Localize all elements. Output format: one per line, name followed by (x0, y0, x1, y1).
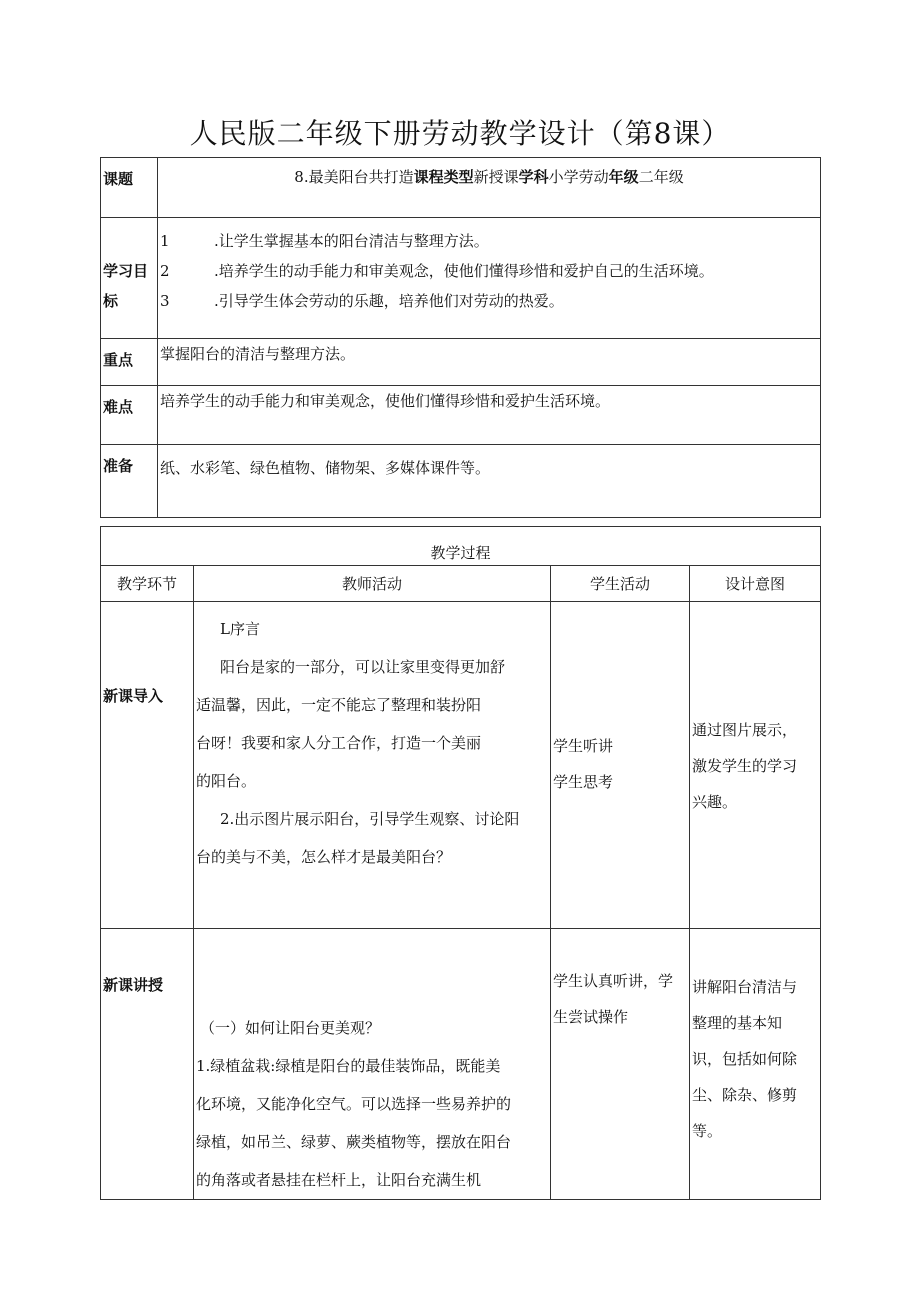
design-intent-intro: 通过图片展示， 激发学生的学习 兴趣。 (690, 602, 821, 929)
process-column-headers (101, 566, 821, 602)
process-heading: 教学过程 (101, 527, 821, 566)
grade-label: 年级 (608, 168, 639, 186)
process-row-teaching (101, 929, 821, 1200)
lesson-info-table (100, 157, 821, 518)
teaching-process-table (100, 526, 821, 1200)
subject-value: 小学劳动 (548, 168, 609, 186)
goals-cell (158, 218, 821, 339)
goals-row (101, 218, 821, 339)
goal-item: 3 .引导学生体会劳动的乐趣，培养他们对劳动的热爱。 (160, 292, 564, 310)
stage-intro: 新课导入 (101, 602, 194, 929)
column-header-intent: 设计意图 (690, 566, 821, 602)
difficulty-label: 难点 (101, 386, 158, 445)
topic-value: 8.最美阳台共打造 (294, 168, 414, 186)
goal-item: 1 .让学生掌握基本的阳台清洁与整理方法。 (160, 232, 489, 250)
teacher-activity-teaching: （一）如何让阳台更美观？ 1.绿植盆栽:绿植是阳台的最佳装饰品，既能美 化环境，又能净化空气。可以选择一些易养护的 绿植，如吊兰、绿萝、蕨类植物等，摆放在阳台 的角落或者悬挂在栏杆上，让阳台充满生机 (194, 929, 551, 1200)
topic-label: 课题 (101, 158, 158, 218)
goal-item: 2 .培养学生的动手能力和审美观念，使他们懂得珍惜和爱护自己的生活环境。 (160, 262, 714, 280)
type-value: 新授课 (473, 168, 519, 186)
preparation-label: 准备 (101, 445, 158, 518)
student-activity-intro: 学生听讲 学生思考 (551, 602, 690, 929)
topic-row (101, 158, 821, 218)
key-point-value: 掌握阳台的清洁与整理方法。 (158, 339, 821, 386)
key-point-label: 重点 (101, 339, 158, 386)
stage-teaching: 新课讲授 (101, 929, 194, 1200)
preparation-value: 纸、水彩笔、绿色植物、储物架、多媒体课件等。 (158, 445, 821, 518)
grade-value: 二年级 (638, 168, 684, 186)
type-label: 课程类型 (413, 168, 474, 186)
goals-label: 学习目标 (101, 218, 158, 339)
difficulty-value: 培养学生的动手能力和审美观念，使他们懂得珍惜和爱护生活环境。 (158, 386, 821, 445)
difficulty-row (101, 386, 821, 445)
design-intent-teaching: 讲解阳台清洁与 整理的基本知 识，包括如何除 尘、除杂、修剪 等。 (690, 929, 821, 1200)
teacher-activity-intro: L序言 阳台是家的一部分，可以让家里变得更加舒 适温馨，因此，一定不能忘了整理和装扮阳 台呀！我要和家人分工合作，打造一个美丽 的阳台。 2.出示图片展示阳台，引导学生观察、讨论阳 台的美与不美，怎么样才是最美阳台？ (194, 602, 551, 929)
column-header-student: 学生活动 (551, 566, 690, 602)
process-row-intro (101, 602, 821, 929)
document-title: 人民版二年级下册劳动教学设计（第8课） (189, 117, 731, 150)
column-header-stage: 教学环节 (101, 566, 194, 602)
topic-cell (158, 158, 821, 218)
preparation-row (101, 445, 821, 518)
key-point-row (101, 339, 821, 386)
student-activity-teaching: 学生认真听讲，学 生尝试操作 (551, 929, 690, 1200)
subject-label: 学科 (518, 168, 549, 186)
column-header-teacher: 教师活动 (194, 566, 551, 602)
